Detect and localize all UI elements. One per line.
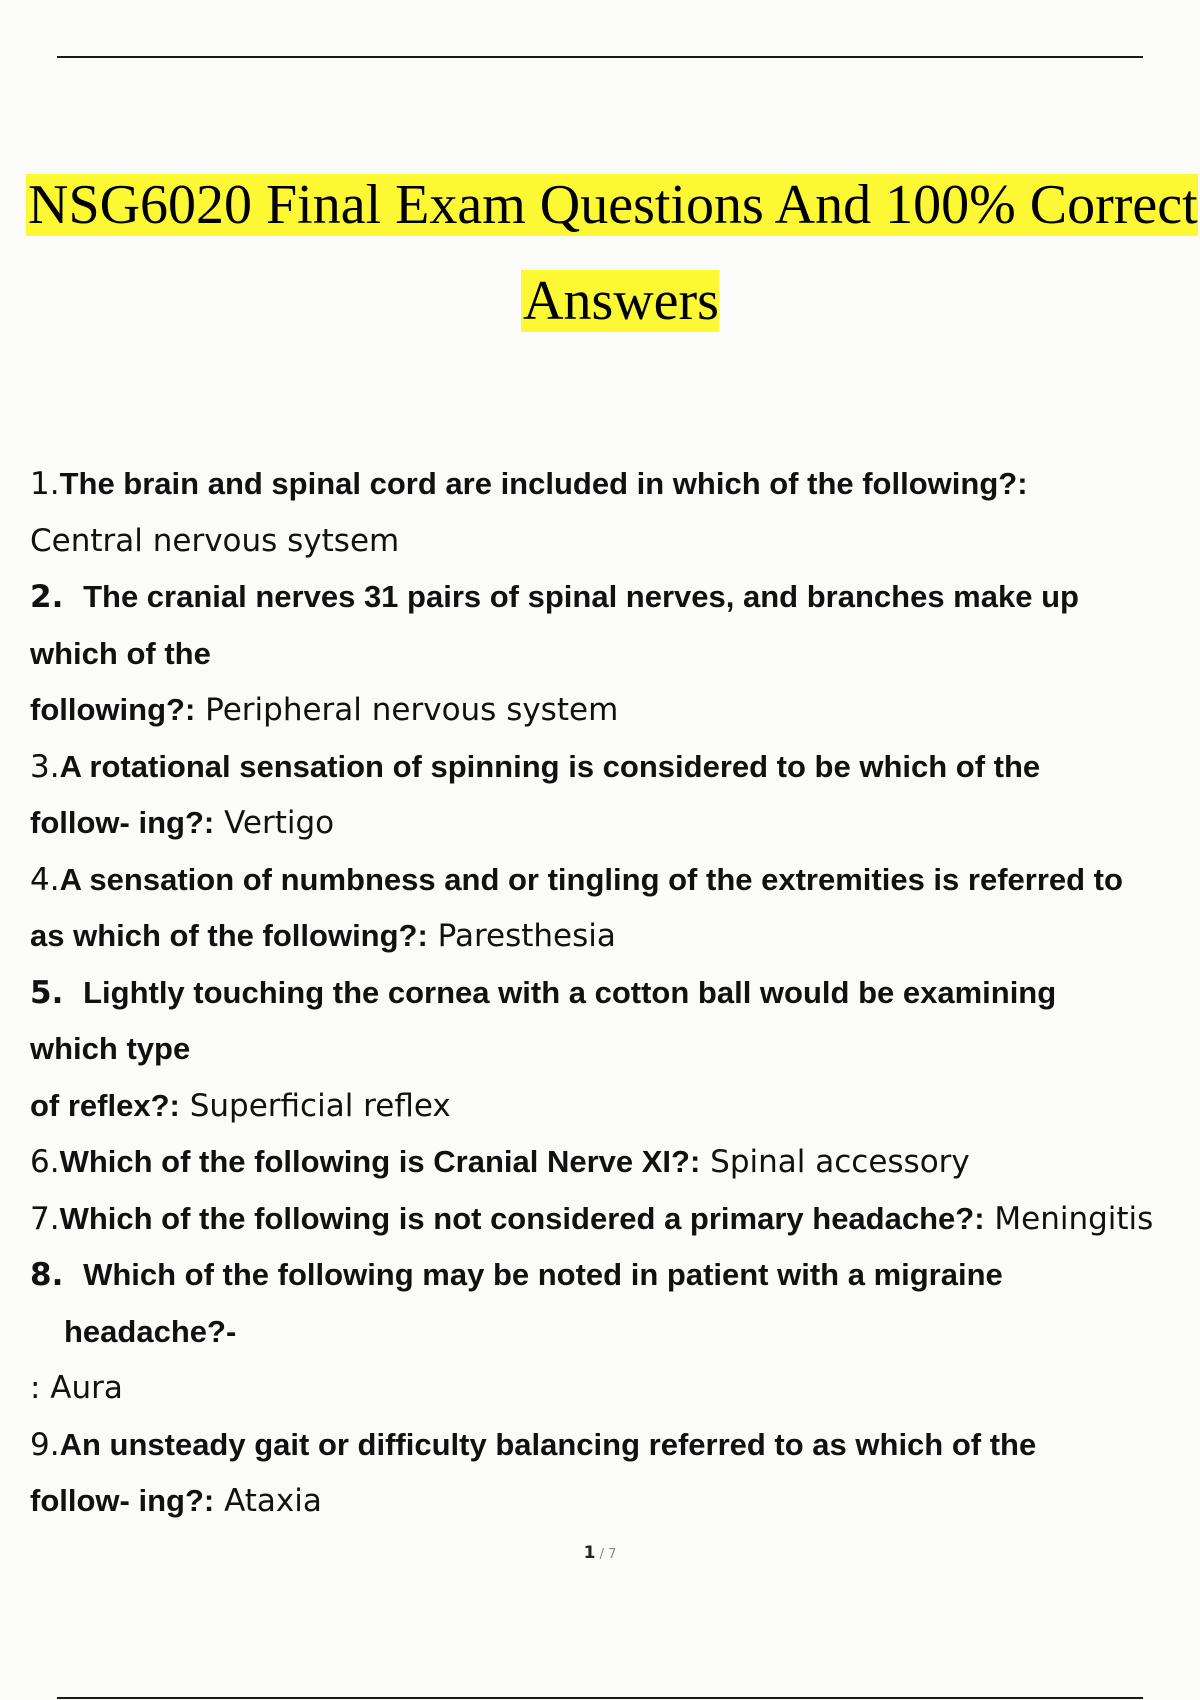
list-item: 7.Which of the following is not considered a primary headache?: Meningitis: [30, 1200, 1154, 1237]
page-indicator: 1 / 7: [583, 1543, 617, 1563]
list-item: 1.The brain and spinal cord are included in which of the following?:: [30, 466, 1028, 502]
list-item: 2. The cranial nerves 31 pairs of spinal nerves, and branches make up: [30, 579, 1079, 615]
document-title-line-2: Answers: [523, 270, 719, 332]
list-item: 8. Which of the following may be noted in patient with a migraine: [30, 1257, 1003, 1293]
list-item: 6.Which of the following is Cranial Nerve XI?: Spinal accessory: [30, 1144, 970, 1180]
list-item: 5. Lightly touching the cornea with a cotton ball would be examining: [30, 974, 1057, 1011]
top-rule: [57, 56, 1143, 58]
document-title-line-1: NSG6020 Final Exam Questions And 100% Correct: [28, 174, 1198, 236]
list-item: 3.A rotational sensation of spinning is considered to be which of the: [30, 748, 1041, 785]
list-item: 4.A sensation of numbness and or tingling of the extremities is referred to: [30, 861, 1123, 898]
bottom-rule: [57, 1697, 1143, 1699]
list-item: 9.An unsteady gait or difficulty balancing referred to as which of the: [30, 1426, 1037, 1463]
qa-list: 1.The brain and spinal cord are included in which of the following?: Central nervous sytsem 2. The cranial nerves 31 pairs of spinal nerves, and branches make up which of the following?: Peripheral nervous system 3.A rotational sensation of spinning is considered to be which of the follow- ing?: Vertigo 4.A sensation of numbness and or tingling of the extremities is referred to as which of the following?: Paresthesia 5. Lightly touching the cornea with a cotton ball would be examining which type of reflex?: Superficial reflex 6.Which of the following is Cranial Nerve XI?: Spinal accessory 7.Which of the following is not considered a primary headache?: Meningitis 8. Which of the following may be noted in patient with a migraine headache?- : Aura 9.An unsteady gait or difficulty balancing referred to as which of the follow- ing?: Ataxia: [30, 456, 1200, 1530]
